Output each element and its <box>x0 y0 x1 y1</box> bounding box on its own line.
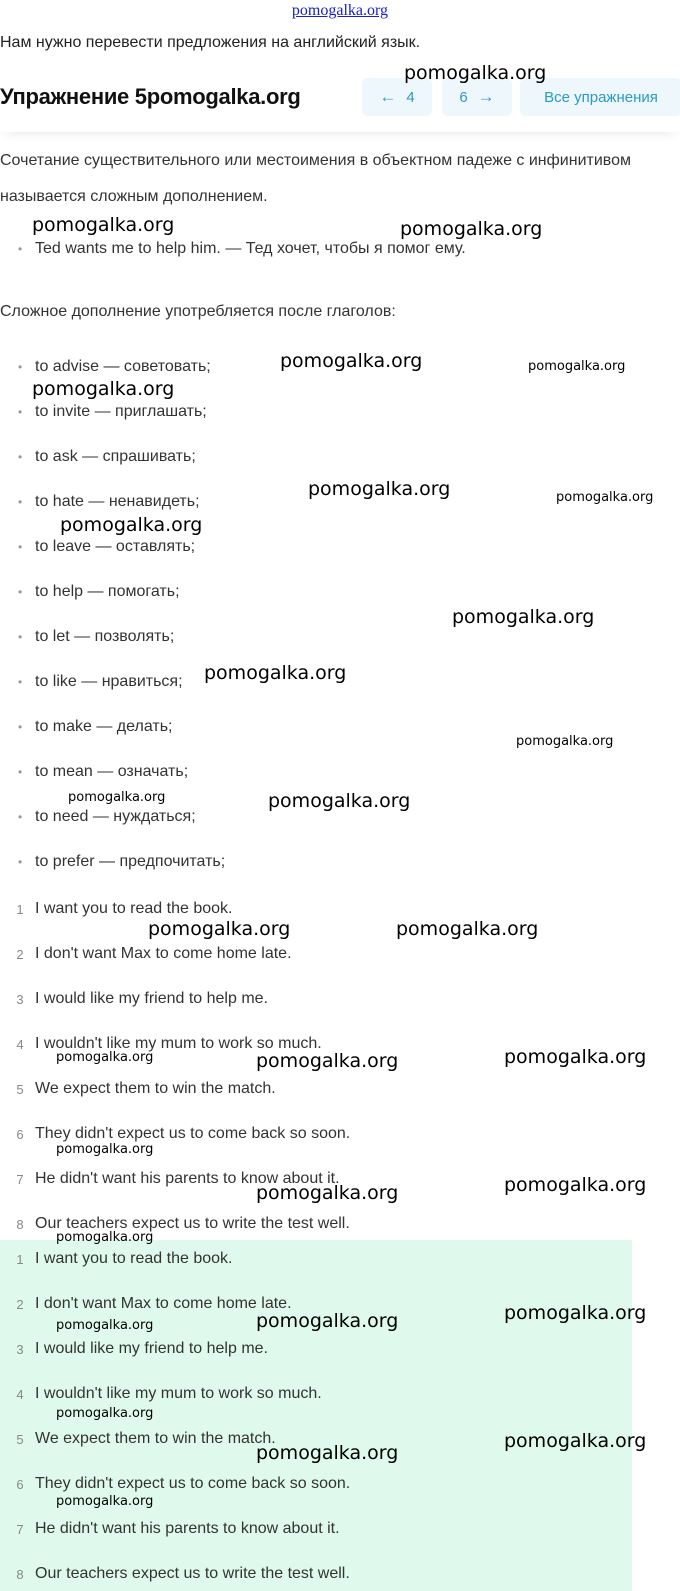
example-item: • Ted wants me to help him. — Тед хочет, чтобы я помог ему. <box>35 240 466 258</box>
theory-paragraph-2: Сложное дополнение употребляется после глаголов: <box>0 303 396 320</box>
answer-text: We expect them to win the match. <box>35 1430 276 1447</box>
answer-number: 7 <box>16 1522 24 1537</box>
watermark: pomogalka.org <box>280 350 423 372</box>
task-text: Нам нужно перевести предложения на английский язык. <box>0 34 421 51</box>
watermark: pomogalka.org <box>60 514 203 536</box>
watermark: pomogalka.org <box>396 918 539 940</box>
arrow-right-icon: → <box>477 87 495 106</box>
verb-item: • to leave — оставлять; <box>35 538 195 556</box>
answer-number: 2 <box>16 1297 24 1312</box>
sentence-text: I don't want Max to come home late. <box>35 945 292 962</box>
sentence-number: 6 <box>16 1127 24 1142</box>
answer-text: I would like my friend to help me. <box>35 1340 268 1357</box>
watermark: pomogalka.org <box>504 1430 647 1452</box>
sentence-number: 3 <box>16 992 24 1007</box>
watermark: pomogalka.org <box>256 1182 399 1204</box>
verb-item: • to invite — приглашать; <box>35 403 207 421</box>
watermark: pomogalka.org <box>68 790 166 805</box>
watermark: pomogalka.org <box>504 1174 647 1196</box>
sentence-number: 1 <box>16 902 24 917</box>
watermark: pomogalka.org <box>256 1050 399 1072</box>
sentence-text: Our teachers expect us to write the test well. <box>35 1215 350 1232</box>
watermark: pomogalka.org <box>56 1494 154 1509</box>
watermark: pomogalka.org <box>146 84 301 109</box>
watermark: pomogalka.org <box>56 1318 154 1333</box>
sentence-text: I want you to read the book. <box>35 900 233 917</box>
watermark: pomogalka.org <box>452 606 595 628</box>
verb-item: • to mean — означать; <box>35 763 188 781</box>
answer-number: 8 <box>16 1567 24 1582</box>
answer-text: Our teachers expect us to write the test well. <box>35 1565 350 1582</box>
sentence-number: 4 <box>16 1037 24 1052</box>
sentence-number: 8 <box>16 1217 24 1232</box>
sentence-number: 7 <box>16 1172 24 1187</box>
answer-number: 5 <box>16 1432 24 1447</box>
watermark: pomogalka.org <box>504 1302 647 1324</box>
all-exercises-label: Все упражнения <box>544 88 658 106</box>
answer-text: I wouldn't like my mum to work so much. <box>35 1385 322 1402</box>
watermark: pomogalka.org <box>528 359 626 374</box>
sentence-text: I would like my friend to help me. <box>35 990 268 1007</box>
answer-number: 1 <box>16 1252 24 1267</box>
answer-number: 3 <box>16 1342 24 1357</box>
watermark: pomogalka.org <box>504 1046 647 1068</box>
verb-item: • to make — делать; <box>35 718 173 736</box>
watermark: pomogalka.org <box>56 1142 154 1157</box>
answer-number: 6 <box>16 1477 24 1492</box>
exercise-title-text: Упражнение 5 <box>0 84 147 109</box>
watermark: pomogalka.org <box>148 918 291 940</box>
verb-item: • to hate — ненавидеть; <box>35 493 200 511</box>
exercise-title <box>0 84 301 110</box>
verb-item: • to help — помогать; <box>35 583 180 601</box>
answer-text: They didn't expect us to come back so soon. <box>35 1475 351 1492</box>
watermark: pomogalka.org <box>404 62 547 84</box>
prev-exercise-label: 4 <box>406 88 415 106</box>
watermark: pomogalka.org <box>56 1050 154 1065</box>
answer-text: I want you to read the book. <box>35 1250 233 1267</box>
sentence-text: I wouldn't like my mum to work so much. <box>35 1035 322 1052</box>
watermark: pomogalka.org <box>32 378 175 400</box>
sentence-number: 2 <box>16 947 24 962</box>
arrow-left-icon: ← <box>379 87 397 106</box>
watermark: pomogalka.org <box>400 218 543 240</box>
watermark: pomogalka.org <box>56 1230 154 1245</box>
answer-number: 4 <box>16 1387 24 1402</box>
verb-item: • to let — позволять; <box>35 628 174 646</box>
theory-paragraph: Сочетание существительного или местоимения в объектном падеже с инфинитивом называется сложным дополнением. <box>0 152 631 205</box>
watermark: pomogalka.org <box>516 734 614 749</box>
answer-text: He didn't want his parents to know about it. <box>35 1520 340 1537</box>
watermark: pomogalka.org <box>256 1310 399 1332</box>
sentence-text: They didn't expect us to come back so soon. <box>35 1125 351 1142</box>
verb-item: • to prefer — предпочитать; <box>35 853 225 871</box>
watermark: pomogalka.org <box>256 1442 399 1464</box>
verb-item: • to like — нравиться; <box>35 673 183 691</box>
sentence-number: 5 <box>16 1082 24 1097</box>
watermark: pomogalka.org <box>556 490 654 505</box>
watermark: pomogalka.org <box>56 1406 154 1421</box>
sentence-text: He didn't want his parents to know about it. <box>35 1170 340 1187</box>
site-link[interactable]: pomogalka.org <box>291 2 389 19</box>
watermark: pomogalka.org <box>32 214 175 236</box>
sentence-text: We expect them to win the match. <box>35 1080 276 1097</box>
verb-item: • to need — нуждаться; <box>35 808 196 826</box>
watermark: pomogalka.org <box>308 478 451 500</box>
watermark: pomogalka.org <box>268 790 411 812</box>
watermark: pomogalka.org <box>204 662 347 684</box>
answer-text: I don't want Max to come home late. <box>35 1295 292 1312</box>
next-exercise-label: 6 <box>459 88 468 106</box>
verb-item: • to ask — спрашивать; <box>35 448 196 466</box>
verb-item: • to advise — советовать; <box>35 358 211 376</box>
